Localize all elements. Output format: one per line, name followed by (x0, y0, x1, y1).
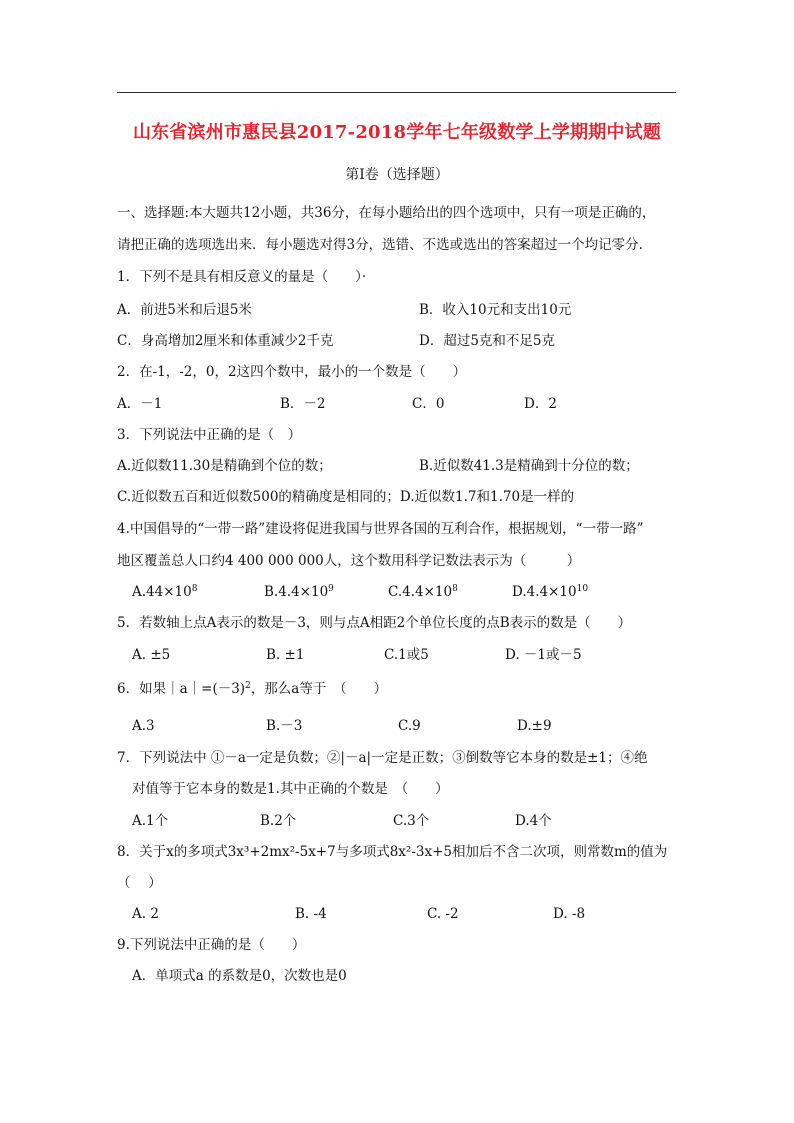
question-8-option-b: B. -4 (295, 906, 327, 922)
question-9-stem: 9.下列说法中正确的是（ ） (117, 937, 306, 953)
question-1-option-d: D．超过5克和不足5克 (419, 333, 556, 349)
question-7-option-a: A.1个 (132, 813, 169, 829)
question-5-option-c: C.1或5 (384, 647, 429, 663)
question-8-stem: 8．关于x的多项式3x³+2mx²-5x+7与多项式8x²-3x+5相加后不含二次项，则常数m的值为 (117, 844, 668, 860)
question-6-option-d: D.±9 (517, 718, 552, 734)
instructions-line-2: 请把正确的选项选出来．每小题选对得3分，选错、不选或选出的答案超过一个均记零分. (117, 237, 643, 253)
question-7-stem-cont: 对值等于它本身的数是1.其中正确的个数是 （ ） (132, 781, 449, 797)
volume-label: 第Ⅰ卷（选择题） (345, 167, 449, 183)
question-4-stem-cont: 地区覆盖总人口约4 400 000 000人，这个数用科学记数法表示为（ ） (117, 553, 581, 569)
question-4-option-a: $A.44\times 10^8$ (132, 584, 198, 600)
question-9-option-a: A．单项式a 的系数是0，次数也是0 (132, 968, 347, 984)
question-4-option-d: $D.4.4\times 10^{10}$ (512, 584, 589, 600)
question-5-option-b: B. ±1 (266, 647, 305, 663)
question-6-option-c: C.9 (398, 718, 421, 734)
question-8-option-a: A. 2 (132, 906, 159, 922)
question-2-option-a: A．－1 (117, 396, 163, 412)
question-5-option-d: D. －1或－5 (505, 647, 582, 663)
question-5-option-a: A. ±5 (132, 647, 171, 663)
question-2-option-d: D．2 (524, 396, 557, 412)
question-4-stem: 4.中国倡导的“一带一路”建设将促进我国与世界各国的互利合作，根据规划，“一带一路” (117, 521, 644, 537)
question-1-stem: 1．下列不是具有相反意义的量是（ ）· (117, 269, 367, 285)
question-7-option-b: B.2个 (260, 813, 297, 829)
question-7-option-d: D.4个 (515, 813, 552, 829)
question-3-stem: 3．下列说法中正确的是（ ） (117, 427, 302, 443)
instructions-line-1: 一、选择题:本大题共12小题，共36分，在每小题给出的四个选项中，只有一项是正确的， (117, 205, 656, 221)
page-title: 山东省滨州市惠民县2017-2018学年七年级数学上学期期中试题 (132, 122, 662, 143)
question-8-stem-cont: （ ） (117, 875, 162, 891)
question-7-option-c: C.3个 (393, 813, 430, 829)
question-1-option-a: A．前进5米和后退5米 (117, 302, 252, 318)
question-6-stem: 6．如果$|a|=(-3)^2$，那么a等于 （ ） (117, 681, 388, 697)
header-rule (117, 92, 676, 93)
question-6-option-a: A.3 (132, 718, 155, 734)
question-4-option-c: $C.4.4\times 10^8$ (388, 584, 458, 600)
question-5-stem: 5．若数轴上点A表示的数是－3，则与点A相距2个单位长度的点B表示的数是（ ） (117, 615, 632, 631)
question-1-option-b: B．收入10元和支出10元 (419, 302, 572, 318)
question-3-option-cd: C.近似数五百和近似数500的精确度是相同的；D.近似数1.7和1.70是一样的 (117, 489, 575, 505)
question-1-option-c: C．身高增加2厘米和体重减少2千克 (117, 333, 334, 349)
question-2-stem: 2．在-1，-2，0，2这四个数中，最小的一个数是（ ） (117, 364, 467, 380)
question-3-option-a: A.近似数11.30是精确到个位的数； (117, 458, 332, 474)
question-2-option-c: C．0 (412, 396, 445, 412)
question-8-option-c: C. -2 (427, 906, 459, 922)
question-4-option-b: $B.4.4\times 10^9$ (264, 584, 334, 600)
question-8-option-d: D. -8 (553, 906, 586, 922)
question-3-option-b: B.近似数41.3是精确到十分位的数； (419, 458, 639, 474)
question-6-option-b: B.－3 (266, 718, 303, 734)
question-2-option-b: B．－2 (280, 396, 326, 412)
question-7-stem: 7．下列说法中 ①－a一定是负数；②|－a|一定是正数；③倒数等它本身的数是±1；④绝 (117, 750, 648, 766)
